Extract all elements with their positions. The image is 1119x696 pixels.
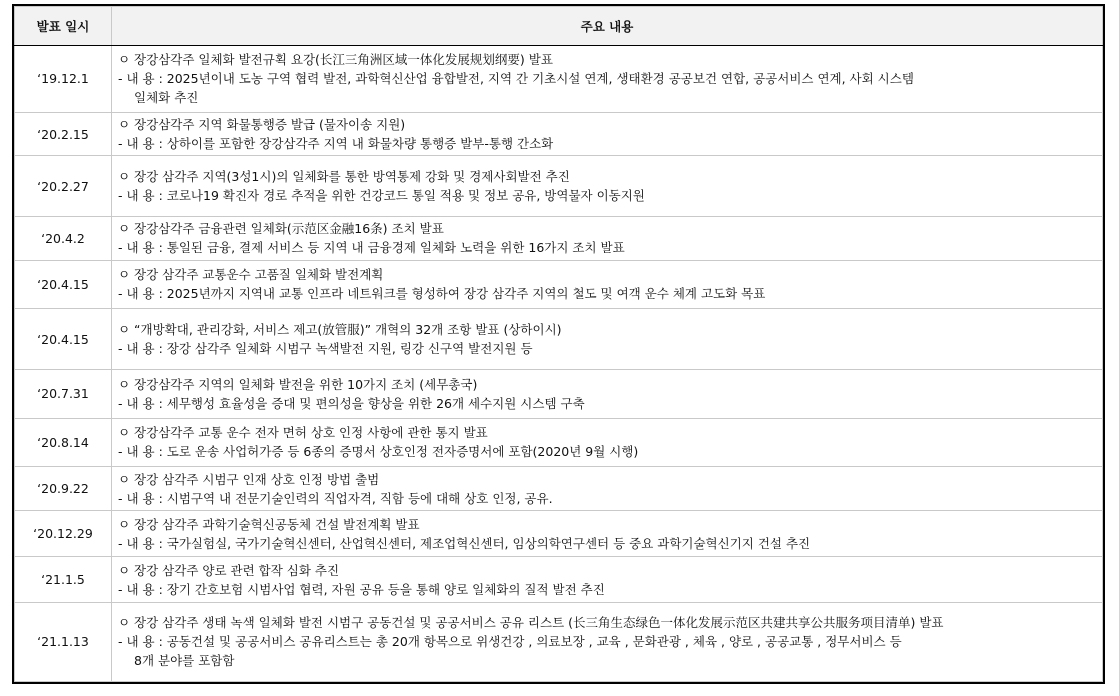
row-date: ‘20.12.29: [15, 510, 112, 557]
table-row: [15, 309, 1103, 370]
table-row: [15, 46, 1103, 113]
row-title: ㅇ 장강 삼각주 과학기술혁신공동체 건설 발전계획 발표: [118, 516, 420, 532]
row-detail: - 내 용 : 상하이를 포함한 장강삼각주 지역 내 화물차량 통행증 발부-통행 간소화: [118, 136, 554, 152]
row-title: ㅇ 장강삼각주 금융관련 일체화(示范区金融16条) 조치 발표: [118, 221, 444, 237]
row-detail: - 내 용 : 2025년이내 도농 구역 협력 발전, 과학혁신산업 융합발전, 지역 간 기초시설 연계, 생태환경 공공보건 연합, 공공서비스 연계, 사회 시스템: [118, 71, 914, 87]
row-title: ㅇ 장강삼각주 일체화 발전규획 요강(长江三角洲区域一体化发展规划纲要) 발표: [118, 52, 553, 68]
row-detail: - 내 용 : 세무행성 효율성을 증대 및 편의성을 향상을 위한 26개 세수지원 시스템 구축: [118, 395, 585, 411]
row-date: ‘19.12.1: [15, 46, 112, 113]
row-date: ‘20.8.14: [15, 418, 112, 467]
row-detail: - 내 용 : 도로 운송 사업허가증 등 6종의 증명서 상호인정 전자증명서에 포함(2020년 9월 시행): [118, 444, 639, 460]
schedule-table: [14, 6, 1103, 682]
row-date: ‘20.7.31: [15, 370, 112, 419]
schedule-table-frame: [12, 4, 1105, 684]
row-title: ㅇ 장강 삼각주 교통운수 고품질 일체화 발전계획: [118, 267, 384, 283]
row-content: [112, 510, 1103, 557]
row-content: [112, 602, 1103, 681]
row-title: ㅇ “개방확대, 관리강화, 서비스 제고(放管服)” 개혁의 32개 조항 발표 (상하이시): [118, 322, 562, 338]
row-detail-continued: 일체화 추진: [134, 90, 199, 106]
row-content: [112, 309, 1103, 370]
table-row: [15, 557, 1103, 603]
row-title: ㅇ 장강 삼각주 시범구 인재 상호 인정 방법 출범: [118, 471, 380, 487]
row-date: ‘20.4.15: [15, 309, 112, 370]
row-detail: - 내 용 : 공동건설 및 공공서비스 공유리스트는 총 20개 항목으로 위생건강 , 의료보장 , 교육 , 문화관광 , 체육 , 양로 , 공공교통 , 정무서비스 등: [118, 634, 902, 650]
table-row: [15, 467, 1103, 511]
row-date: ‘20.2.27: [15, 156, 112, 217]
table-row: [15, 260, 1103, 309]
row-content: [112, 467, 1103, 511]
row-content: [112, 156, 1103, 217]
row-detail: - 내 용 : 장기 간호보험 시범사업 협력, 자원 공유 등을 통해 양로 일체화의 질적 발전 추진: [118, 581, 605, 597]
table-row: [15, 510, 1103, 557]
row-content: [112, 418, 1103, 467]
row-date: ‘21.1.5: [15, 557, 112, 603]
row-title: ㅇ 장강 삼각주 양로 관련 합작 심화 추진: [118, 562, 340, 578]
row-detail: - 내 용 : 2025년까지 지역내 교통 인프라 네트워크를 형성하여 장강 삼각주 지역의 철도 및 여객 운수 체계 고도화 목표: [118, 286, 766, 302]
table-row: [15, 217, 1103, 261]
row-date: ‘20.4.2: [15, 217, 112, 261]
row-title: ㅇ 장강삼각주 교통 운수 전자 면허 상호 인정 사항에 관한 통지 발표: [118, 425, 488, 441]
row-content: [112, 46, 1103, 113]
table-row: [15, 112, 1103, 156]
row-content: [112, 217, 1103, 261]
row-title: ㅇ 장강삼각주 지역 화물통행증 발급 (물자이송 지원): [118, 117, 406, 133]
row-content: [112, 112, 1103, 156]
row-title: ㅇ 장강삼각주 지역의 일체화 발전을 위한 10가지 조치 (세무총국): [118, 376, 478, 392]
row-date: ‘20.4.15: [15, 260, 112, 309]
table-row: [15, 418, 1103, 467]
row-content: [112, 370, 1103, 419]
row-detail: - 내 용 : 코로나19 확진자 경로 추적을 위한 건강코드 통일 적용 및 정보 공유, 방역물자 이동지원: [118, 188, 645, 204]
row-date: ‘20.2.15: [15, 112, 112, 156]
row-title: ㅇ 장강 삼각주 생태 녹색 일체화 발전 시범구 공동건설 및 공공서비스 공유 리스트 (长三角生态绿色一体化发展示范区共建共享公共服务项目清单) 발표: [118, 615, 944, 631]
row-content: [112, 557, 1103, 603]
row-title: ㅇ 장강 삼각주 지역(3성1시)의 일체화를 통한 방역통제 강화 및 경제사회발전 추진: [118, 169, 570, 185]
table-row: [15, 156, 1103, 217]
row-date: ‘21.1.13: [15, 602, 112, 681]
row-date: ‘20.9.22: [15, 467, 112, 511]
header-date: 발표 일시: [15, 7, 112, 46]
row-detail: - 내 용 : 국가실험실, 국가기술혁신센터, 산업혁신센터, 제조업혁신센터, 임상의학연구센터 등 중요 과학기술혁신기지 건설 추진: [118, 535, 811, 551]
table-header-row: [15, 7, 1103, 46]
row-detail: - 내 용 : 통일된 금융, 결제 서비스 등 지역 내 금융경제 일체화 노력을 위한 16가지 조치 발표: [118, 240, 625, 256]
header-content: 주요 내용: [112, 7, 1103, 46]
row-detail: - 내 용 : 장강 삼각주 일체화 시범구 녹색발전 지원, 링강 신구역 발전지원 등: [118, 341, 533, 357]
row-content: [112, 260, 1103, 309]
table-row: [15, 602, 1103, 681]
row-detail-continued: 8개 분야를 포함함: [134, 653, 235, 669]
table-row: [15, 370, 1103, 419]
row-detail: - 내 용 : 시범구역 내 전문기술인력의 직업자격, 직함 등에 대해 상호 인정, 공유.: [118, 490, 553, 506]
